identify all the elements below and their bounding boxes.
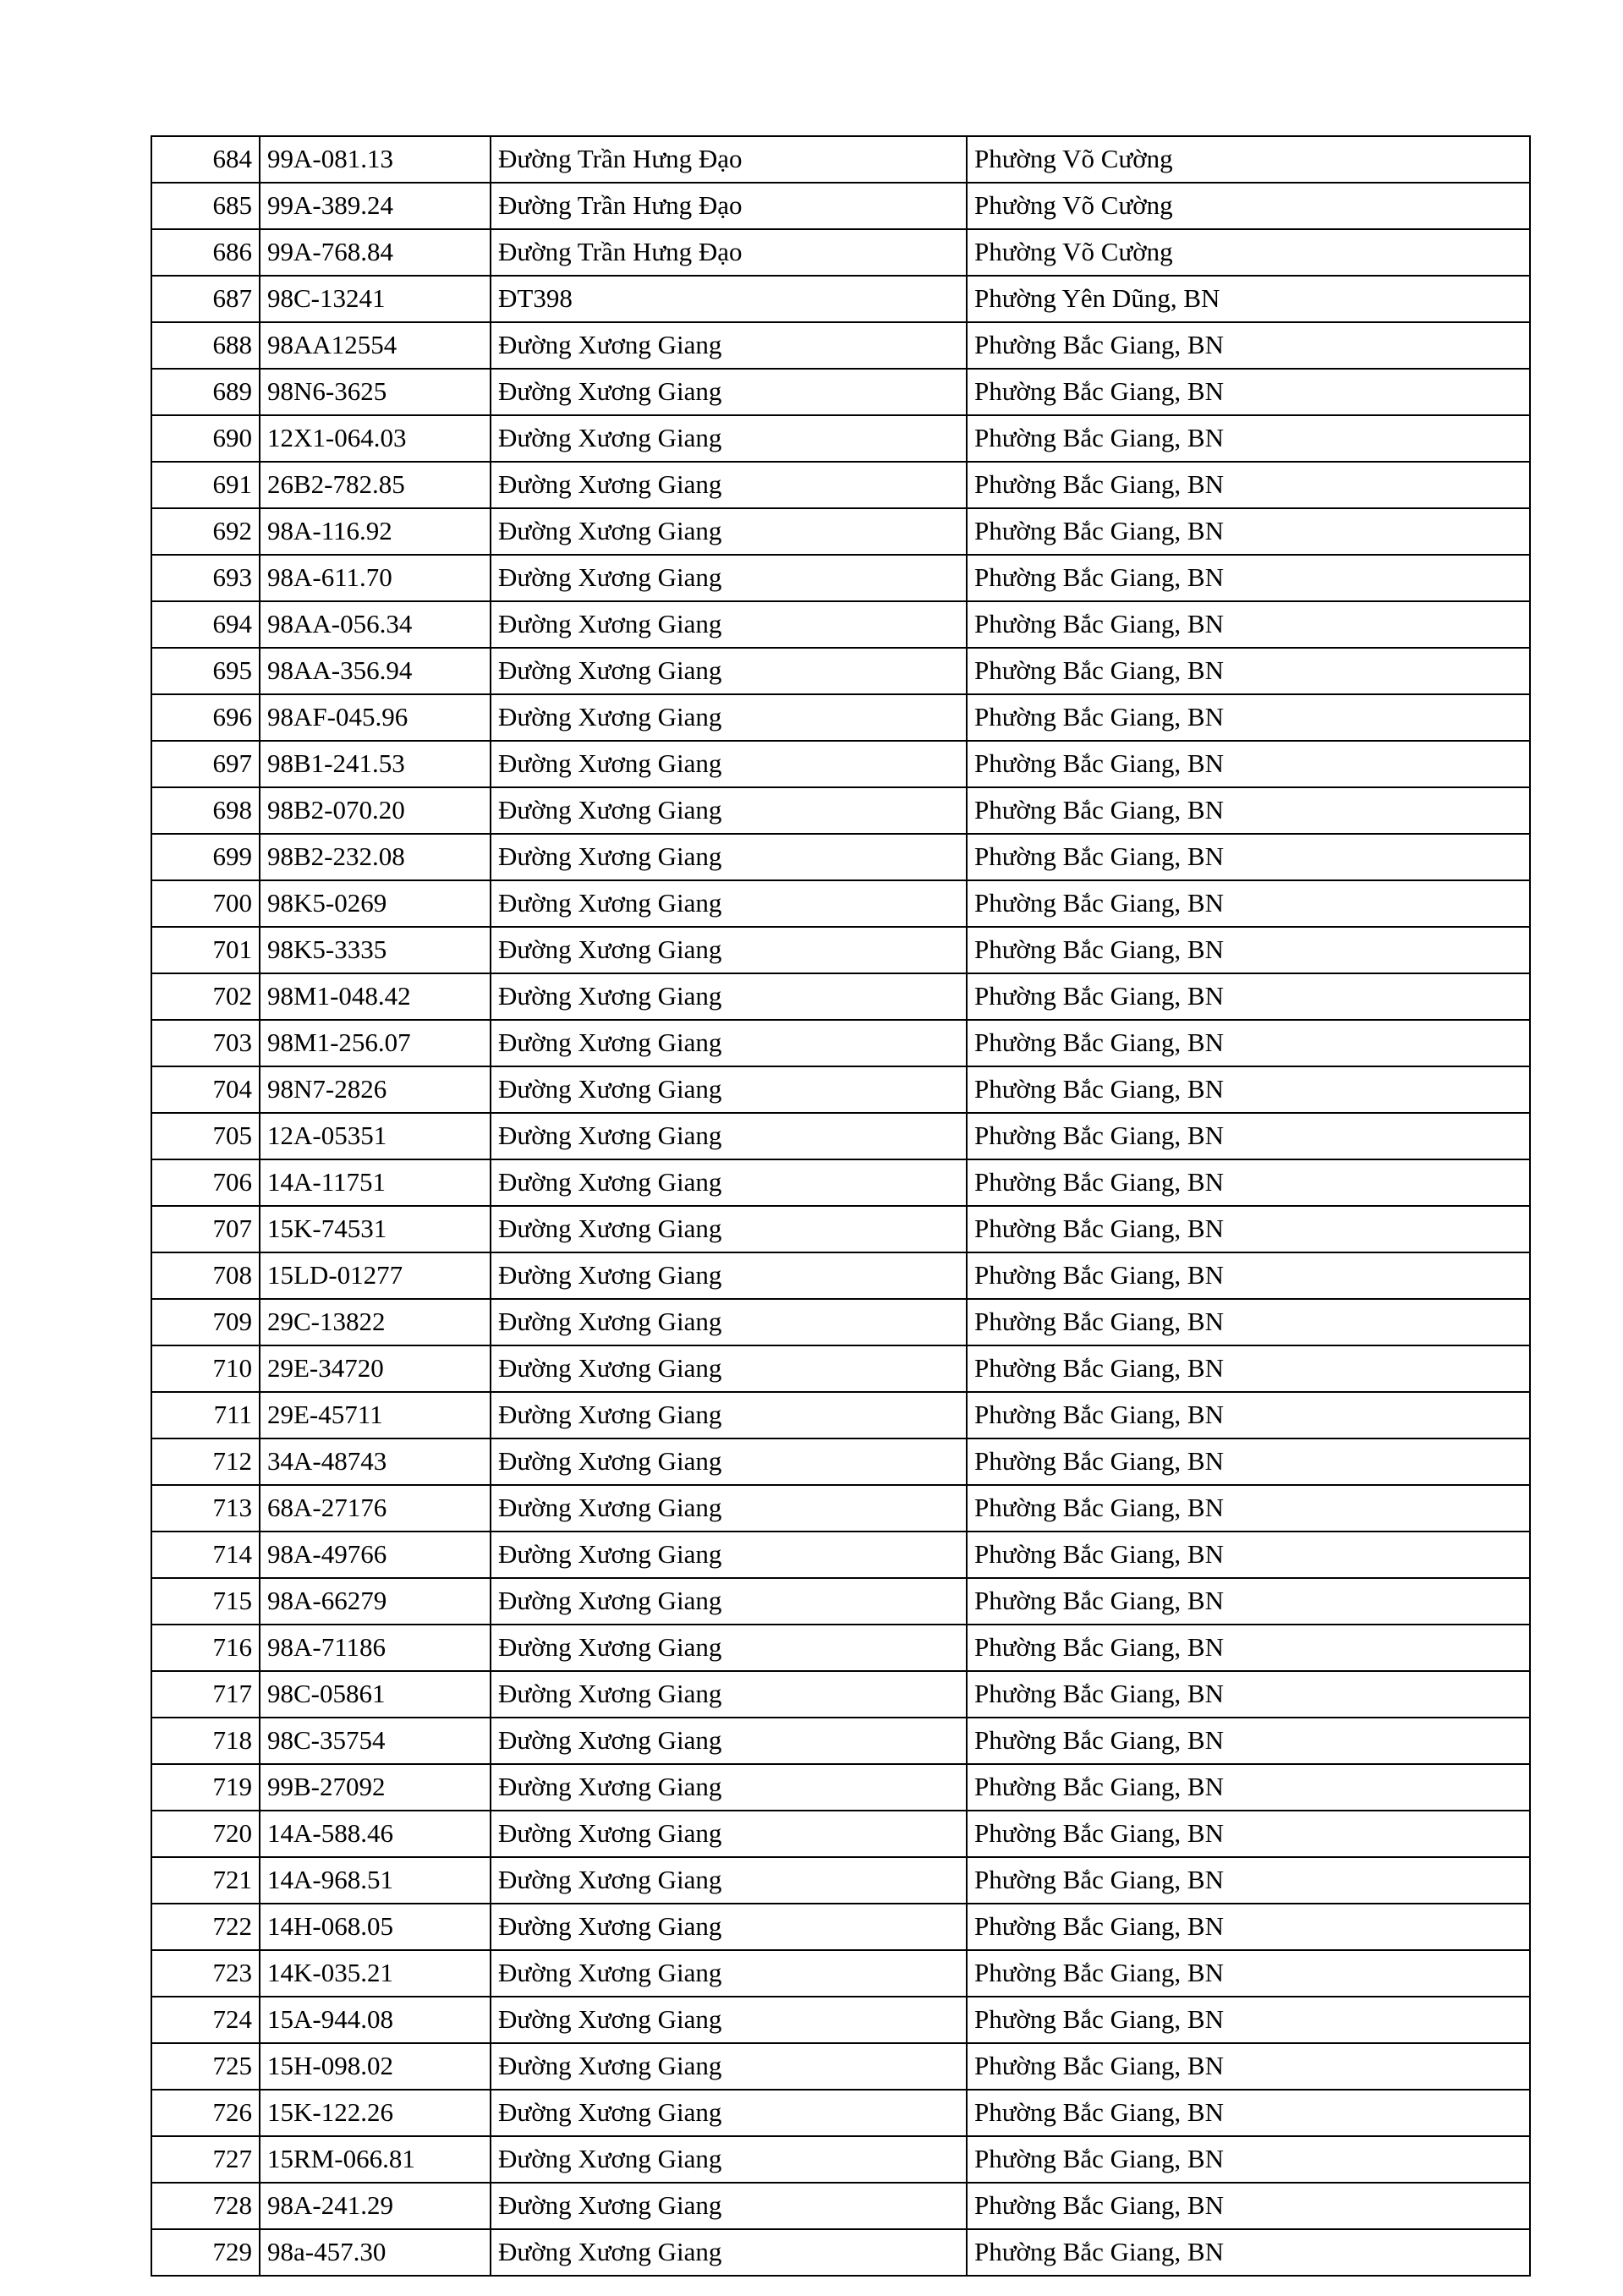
cell-index: 685 <box>151 183 260 229</box>
cell-index: 729 <box>151 2229 260 2276</box>
cell-index: 684 <box>151 136 260 183</box>
table-row <box>151 322 1530 369</box>
cell-ward: Phường Bắc Giang, BN <box>967 1066 1530 1113</box>
cell-ward: Phường Bắc Giang, BN <box>967 1159 1530 1206</box>
cell-ward: Phường Bắc Giang, BN <box>967 1113 1530 1159</box>
cell-index: 728 <box>151 2183 260 2229</box>
cell-street: Đường Trần Hưng Đạo <box>491 183 967 229</box>
table-row <box>151 1020 1530 1066</box>
table-body <box>151 136 1530 2276</box>
cell-index: 687 <box>151 276 260 322</box>
table-row <box>151 136 1530 183</box>
table-row <box>151 415 1530 462</box>
cell-index: 693 <box>151 555 260 601</box>
cell-street: Đường Xương Giang <box>491 1578 967 1625</box>
cell-license-plate: 98M1-048.42 <box>260 973 491 1020</box>
cell-license-plate: 98AA-056.34 <box>260 601 491 648</box>
cell-street: Đường Xương Giang <box>491 1764 967 1811</box>
cell-street: Đường Xương Giang <box>491 834 967 880</box>
table-row <box>151 1904 1530 1950</box>
table-row <box>151 1578 1530 1625</box>
cell-index: 713 <box>151 1485 260 1532</box>
table-row <box>151 1392 1530 1438</box>
cell-license-plate: 98N7-2826 <box>260 1066 491 1113</box>
table-row <box>151 1066 1530 1113</box>
cell-index: 702 <box>151 973 260 1020</box>
table-row <box>151 1997 1530 2043</box>
cell-ward: Phường Bắc Giang, BN <box>967 741 1530 787</box>
cell-ward: Phường Bắc Giang, BN <box>967 555 1530 601</box>
cell-street: ĐT398 <box>491 276 967 322</box>
cell-license-plate: 98B2-070.20 <box>260 787 491 834</box>
table-row <box>151 787 1530 834</box>
table-row <box>151 1718 1530 1764</box>
cell-index: 727 <box>151 2136 260 2183</box>
cell-ward: Phường Bắc Giang, BN <box>967 508 1530 555</box>
cell-index: 706 <box>151 1159 260 1206</box>
cell-license-plate: 12A-05351 <box>260 1113 491 1159</box>
cell-index: 711 <box>151 1392 260 1438</box>
cell-license-plate: 98AA12554 <box>260 322 491 369</box>
cell-license-plate: 15K-122.26 <box>260 2090 491 2136</box>
cell-license-plate: 99A-389.24 <box>260 183 491 229</box>
cell-license-plate: 68A-27176 <box>260 1485 491 1532</box>
cell-index: 707 <box>151 1206 260 1252</box>
cell-index: 708 <box>151 1252 260 1299</box>
table-row <box>151 2090 1530 2136</box>
cell-index: 698 <box>151 787 260 834</box>
cell-street: Đường Xương Giang <box>491 1066 967 1113</box>
cell-index: 723 <box>151 1950 260 1997</box>
cell-index: 720 <box>151 1811 260 1857</box>
cell-street: Đường Xương Giang <box>491 1718 967 1764</box>
cell-street: Đường Xương Giang <box>491 1438 967 1485</box>
cell-ward: Phường Bắc Giang, BN <box>967 2183 1530 2229</box>
cell-license-plate: 29C-13822 <box>260 1299 491 1345</box>
table-row <box>151 508 1530 555</box>
table-row <box>151 1345 1530 1392</box>
cell-license-plate: 98A-611.70 <box>260 555 491 601</box>
cell-ward: Phường Bắc Giang, BN <box>967 1438 1530 1485</box>
cell-street: Đường Xương Giang <box>491 462 967 508</box>
cell-license-plate: 98K5-0269 <box>260 880 491 927</box>
table-row <box>151 880 1530 927</box>
cell-license-plate: 98AA-356.94 <box>260 648 491 694</box>
cell-license-plate: 14H-068.05 <box>260 1904 491 1950</box>
cell-ward: Phường Bắc Giang, BN <box>967 648 1530 694</box>
cell-street: Đường Xương Giang <box>491 1392 967 1438</box>
cell-ward: Phường Bắc Giang, BN <box>967 1485 1530 1532</box>
table-row <box>151 229 1530 276</box>
cell-street: Đường Trần Hưng Đạo <box>491 136 967 183</box>
cell-index: 689 <box>151 369 260 415</box>
table-row <box>151 462 1530 508</box>
cell-license-plate: 98C-13241 <box>260 276 491 322</box>
cell-index: 715 <box>151 1578 260 1625</box>
table-row <box>151 1671 1530 1718</box>
cell-street: Đường Xương Giang <box>491 415 967 462</box>
cell-index: 714 <box>151 1532 260 1578</box>
cell-license-plate: 98A-66279 <box>260 1578 491 1625</box>
cell-ward: Phường Bắc Giang, BN <box>967 927 1530 973</box>
cell-ward: Phường Bắc Giang, BN <box>967 1532 1530 1578</box>
cell-street: Đường Xương Giang <box>491 601 967 648</box>
cell-index: 724 <box>151 1997 260 2043</box>
cell-license-plate: 98A-116.92 <box>260 508 491 555</box>
table-row <box>151 1811 1530 1857</box>
cell-license-plate: 98B2-232.08 <box>260 834 491 880</box>
cell-license-plate: 15RM-066.81 <box>260 2136 491 2183</box>
cell-street: Đường Xương Giang <box>491 694 967 741</box>
cell-ward: Phường Bắc Giang, BN <box>967 787 1530 834</box>
cell-street: Đường Xương Giang <box>491 1485 967 1532</box>
cell-index: 686 <box>151 229 260 276</box>
cell-index: 691 <box>151 462 260 508</box>
cell-license-plate: 98C-05861 <box>260 1671 491 1718</box>
table-row <box>151 369 1530 415</box>
cell-index: 717 <box>151 1671 260 1718</box>
cell-ward: Phường Bắc Giang, BN <box>967 2229 1530 2276</box>
table-row <box>151 1299 1530 1345</box>
cell-ward: Phường Bắc Giang, BN <box>967 2043 1530 2090</box>
cell-license-plate: 98B1-241.53 <box>260 741 491 787</box>
cell-ward: Phường Yên Dũng, BN <box>967 276 1530 322</box>
cell-index: 721 <box>151 1857 260 1904</box>
cell-street: Đường Xương Giang <box>491 508 967 555</box>
cell-ward: Phường Võ Cường <box>967 136 1530 183</box>
cell-street: Đường Xương Giang <box>491 1252 967 1299</box>
cell-street: Đường Xương Giang <box>491 973 967 1020</box>
cell-ward: Phường Bắc Giang, BN <box>967 2090 1530 2136</box>
cell-ward: Phường Bắc Giang, BN <box>967 1020 1530 1066</box>
cell-street: Đường Xương Giang <box>491 1020 967 1066</box>
cell-index: 726 <box>151 2090 260 2136</box>
cell-license-plate: 98a-457.30 <box>260 2229 491 2276</box>
cell-ward: Phường Bắc Giang, BN <box>967 1625 1530 1671</box>
cell-index: 725 <box>151 2043 260 2090</box>
table-row <box>151 648 1530 694</box>
table-row <box>151 1764 1530 1811</box>
cell-street: Đường Xương Giang <box>491 880 967 927</box>
cell-street: Đường Xương Giang <box>491 2043 967 2090</box>
cell-street: Đường Xương Giang <box>491 648 967 694</box>
cell-license-plate: 98A-71186 <box>260 1625 491 1671</box>
cell-license-plate: 14A-11751 <box>260 1159 491 1206</box>
table-row <box>151 2183 1530 2229</box>
cell-street: Đường Xương Giang <box>491 927 967 973</box>
cell-index: 692 <box>151 508 260 555</box>
cell-ward: Phường Bắc Giang, BN <box>967 1857 1530 1904</box>
cell-street: Đường Xương Giang <box>491 1671 967 1718</box>
cell-license-plate: 98A-241.29 <box>260 2183 491 2229</box>
cell-index: 703 <box>151 1020 260 1066</box>
cell-index: 701 <box>151 927 260 973</box>
cell-license-plate: 98AF-045.96 <box>260 694 491 741</box>
cell-street: Đường Xương Giang <box>491 1950 967 1997</box>
cell-ward: Phường Bắc Giang, BN <box>967 880 1530 927</box>
cell-ward: Phường Bắc Giang, BN <box>967 1671 1530 1718</box>
cell-license-plate: 98A-49766 <box>260 1532 491 1578</box>
table-row <box>151 1485 1530 1532</box>
cell-ward: Phường Bắc Giang, BN <box>967 1345 1530 1392</box>
cell-street: Đường Xương Giang <box>491 1113 967 1159</box>
table-row <box>151 1252 1530 1299</box>
cell-street: Đường Xương Giang <box>491 1345 967 1392</box>
cell-street: Đường Xương Giang <box>491 369 967 415</box>
cell-index: 688 <box>151 322 260 369</box>
table-row <box>151 1532 1530 1578</box>
cell-ward: Phường Bắc Giang, BN <box>967 1811 1530 1857</box>
cell-index: 719 <box>151 1764 260 1811</box>
cell-license-plate: 14A-968.51 <box>260 1857 491 1904</box>
table-row <box>151 1950 1530 1997</box>
cell-license-plate: 15A-944.08 <box>260 1997 491 2043</box>
cell-street: Đường Xương Giang <box>491 2229 967 2276</box>
cell-ward: Phường Bắc Giang, BN <box>967 694 1530 741</box>
cell-index: 710 <box>151 1345 260 1392</box>
cell-street: Đường Xương Giang <box>491 1299 967 1345</box>
cell-index: 705 <box>151 1113 260 1159</box>
cell-license-plate: 29E-45711 <box>260 1392 491 1438</box>
cell-street: Đường Xương Giang <box>491 1206 967 1252</box>
cell-index: 722 <box>151 1904 260 1950</box>
cell-index: 696 <box>151 694 260 741</box>
table-row <box>151 973 1530 1020</box>
cell-license-plate: 98M1-256.07 <box>260 1020 491 1066</box>
cell-street: Đường Xương Giang <box>491 1532 967 1578</box>
cell-ward: Phường Bắc Giang, BN <box>967 462 1530 508</box>
table-row <box>151 555 1530 601</box>
cell-index: 694 <box>151 601 260 648</box>
table-row <box>151 1438 1530 1485</box>
cell-index: 709 <box>151 1299 260 1345</box>
cell-license-plate: 15LD-01277 <box>260 1252 491 1299</box>
cell-index: 712 <box>151 1438 260 1485</box>
table-row <box>151 1625 1530 1671</box>
cell-street: Đường Xương Giang <box>491 2090 967 2136</box>
cell-ward: Phường Võ Cường <box>967 229 1530 276</box>
table-row <box>151 1159 1530 1206</box>
table-row <box>151 183 1530 229</box>
cell-street: Đường Xương Giang <box>491 1811 967 1857</box>
cell-license-plate: 99A-081.13 <box>260 136 491 183</box>
cell-index: 695 <box>151 648 260 694</box>
cell-license-plate: 98K5-3335 <box>260 927 491 973</box>
cell-street: Đường Xương Giang <box>491 741 967 787</box>
table-row <box>151 276 1530 322</box>
cell-ward: Phường Bắc Giang, BN <box>967 1904 1530 1950</box>
cell-ward: Phường Bắc Giang, BN <box>967 415 1530 462</box>
cell-index: 716 <box>151 1625 260 1671</box>
cell-ward: Phường Bắc Giang, BN <box>967 973 1530 1020</box>
cell-license-plate: 99B-27092 <box>260 1764 491 1811</box>
cell-index: 704 <box>151 1066 260 1113</box>
cell-ward: Phường Bắc Giang, BN <box>967 601 1530 648</box>
cell-license-plate: 26B2-782.85 <box>260 462 491 508</box>
cell-license-plate: 14A-588.46 <box>260 1811 491 1857</box>
cell-ward: Phường Bắc Giang, BN <box>967 1997 1530 2043</box>
cell-license-plate: 29E-34720 <box>260 1345 491 1392</box>
cell-street: Đường Xương Giang <box>491 1997 967 2043</box>
cell-ward: Phường Bắc Giang, BN <box>967 1578 1530 1625</box>
cell-license-plate: 98C-35754 <box>260 1718 491 1764</box>
cell-license-plate: 12X1-064.03 <box>260 415 491 462</box>
cell-street: Đường Trần Hưng Đạo <box>491 229 967 276</box>
cell-license-plate: 34A-48743 <box>260 1438 491 1485</box>
cell-street: Đường Xương Giang <box>491 1857 967 1904</box>
cell-license-plate: 15K-74531 <box>260 1206 491 1252</box>
cell-ward: Phường Bắc Giang, BN <box>967 1252 1530 1299</box>
cell-ward: Phường Bắc Giang, BN <box>967 1299 1530 1345</box>
cell-ward: Phường Bắc Giang, BN <box>967 834 1530 880</box>
cell-ward: Phường Bắc Giang, BN <box>967 322 1530 369</box>
cell-license-plate: 99A-768.84 <box>260 229 491 276</box>
table-row <box>151 834 1530 880</box>
cell-index: 718 <box>151 1718 260 1764</box>
cell-ward: Phường Võ Cường <box>967 183 1530 229</box>
cell-street: Đường Xương Giang <box>491 322 967 369</box>
table-row <box>151 927 1530 973</box>
vehicle-violation-table <box>151 135 1531 2277</box>
cell-ward: Phường Bắc Giang, BN <box>967 1950 1530 1997</box>
table-row <box>151 741 1530 787</box>
cell-index: 699 <box>151 834 260 880</box>
cell-ward: Phường Bắc Giang, BN <box>967 369 1530 415</box>
cell-street: Đường Xương Giang <box>491 1625 967 1671</box>
table-row <box>151 2136 1530 2183</box>
table-row <box>151 1206 1530 1252</box>
cell-street: Đường Xương Giang <box>491 555 967 601</box>
table-row <box>151 2043 1530 2090</box>
cell-street: Đường Xương Giang <box>491 1159 967 1206</box>
cell-street: Đường Xương Giang <box>491 787 967 834</box>
table-row <box>151 601 1530 648</box>
cell-ward: Phường Bắc Giang, BN <box>967 1764 1530 1811</box>
cell-license-plate: 98N6-3625 <box>260 369 491 415</box>
cell-street: Đường Xương Giang <box>491 2136 967 2183</box>
cell-index: 697 <box>151 741 260 787</box>
cell-street: Đường Xương Giang <box>491 1904 967 1950</box>
cell-ward: Phường Bắc Giang, BN <box>967 1392 1530 1438</box>
table-row <box>151 2229 1530 2276</box>
table-row <box>151 694 1530 741</box>
cell-street: Đường Xương Giang <box>491 2183 967 2229</box>
cell-index: 690 <box>151 415 260 462</box>
cell-index: 700 <box>151 880 260 927</box>
cell-ward: Phường Bắc Giang, BN <box>967 2136 1530 2183</box>
cell-license-plate: 15H-098.02 <box>260 2043 491 2090</box>
cell-ward: Phường Bắc Giang, BN <box>967 1718 1530 1764</box>
cell-license-plate: 14K-035.21 <box>260 1950 491 1997</box>
cell-ward: Phường Bắc Giang, BN <box>967 1206 1530 1252</box>
table-row <box>151 1857 1530 1904</box>
table-row <box>151 1113 1530 1159</box>
